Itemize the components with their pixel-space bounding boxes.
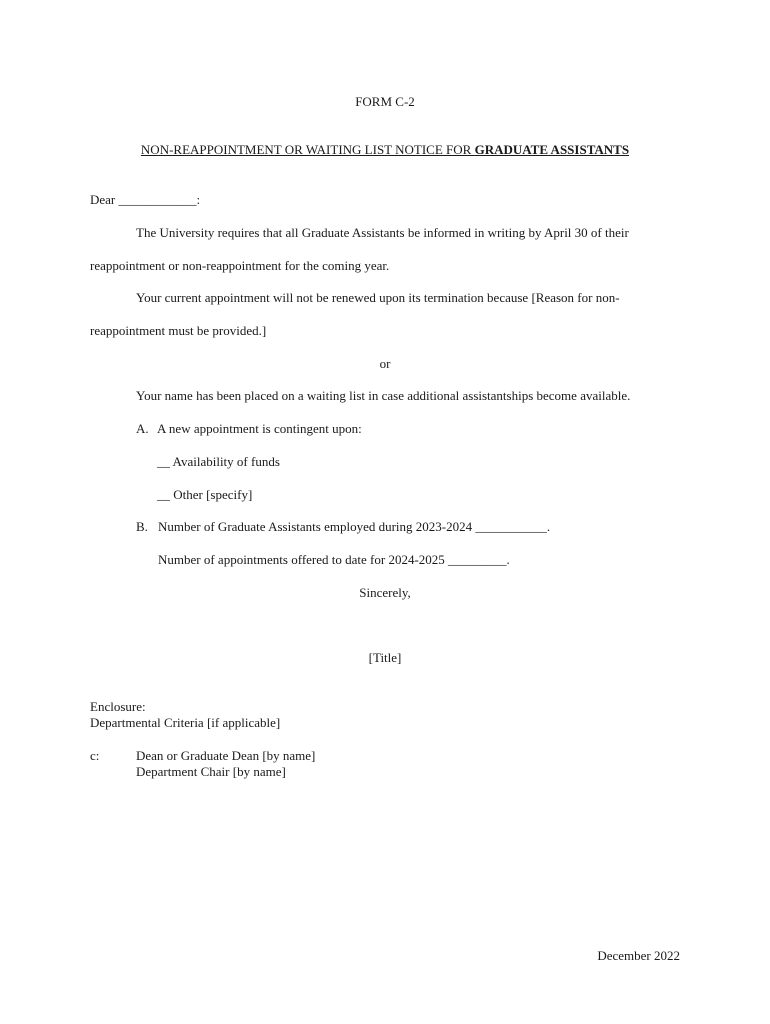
cc-recipient-dean: Dean or Graduate Dean [by name] xyxy=(136,748,316,763)
item-b-line-2: Number of appointments offered to date for 2024-2025 _________. xyxy=(158,552,510,567)
closing: Sincerely, xyxy=(359,585,411,600)
item-a-option-other: __ Other [specify] xyxy=(157,487,253,502)
paragraph-1-line-1: The University requires that all Graduate Assistants be informed in writing by April 30 of their xyxy=(136,225,629,240)
item-a-label: A. xyxy=(136,421,149,436)
footer-date: December 2022 xyxy=(597,948,680,963)
form-id: FORM C-2 xyxy=(355,94,415,109)
item-a-option-funds: __ Availability of funds xyxy=(157,454,280,469)
paragraph-2-line-1: Your current appointment will not be renewed upon its termination because [Reason for non- xyxy=(136,290,620,305)
paragraph-2-line-2: reappointment must be provided.] xyxy=(90,323,267,338)
cc-recipient-chair: Department Chair [by name] xyxy=(136,764,286,779)
paragraph-1-line-2: reappointment or non-reappointment for the coming year. xyxy=(90,258,390,273)
item-a-text: A new appointment is contingent upon: xyxy=(157,421,362,436)
paragraph-3: Your name has been placed on a waiting list in case additional assistantships become available. xyxy=(136,388,631,403)
enclosure-heading: Enclosure: xyxy=(90,699,146,714)
cc-label: c: xyxy=(90,748,100,763)
enclosure-item: Departmental Criteria [if applicable] xyxy=(90,715,281,730)
item-b-line-1: Number of Graduate Assistants employed during 2023-2024 ___________. xyxy=(158,519,551,534)
salutation: Dear ____________: xyxy=(90,192,201,207)
document-title xyxy=(0,142,770,158)
item-b-label: B. xyxy=(136,519,148,534)
or-separator: or xyxy=(379,356,391,371)
document-title-emphasis: GRADUATE ASSISTANTS xyxy=(474,142,630,157)
document-title-prefix: NON-REAPPOINTMENT OR WAITING LIST NOTICE FOR xyxy=(140,142,475,157)
signature-title: [Title] xyxy=(368,650,402,665)
